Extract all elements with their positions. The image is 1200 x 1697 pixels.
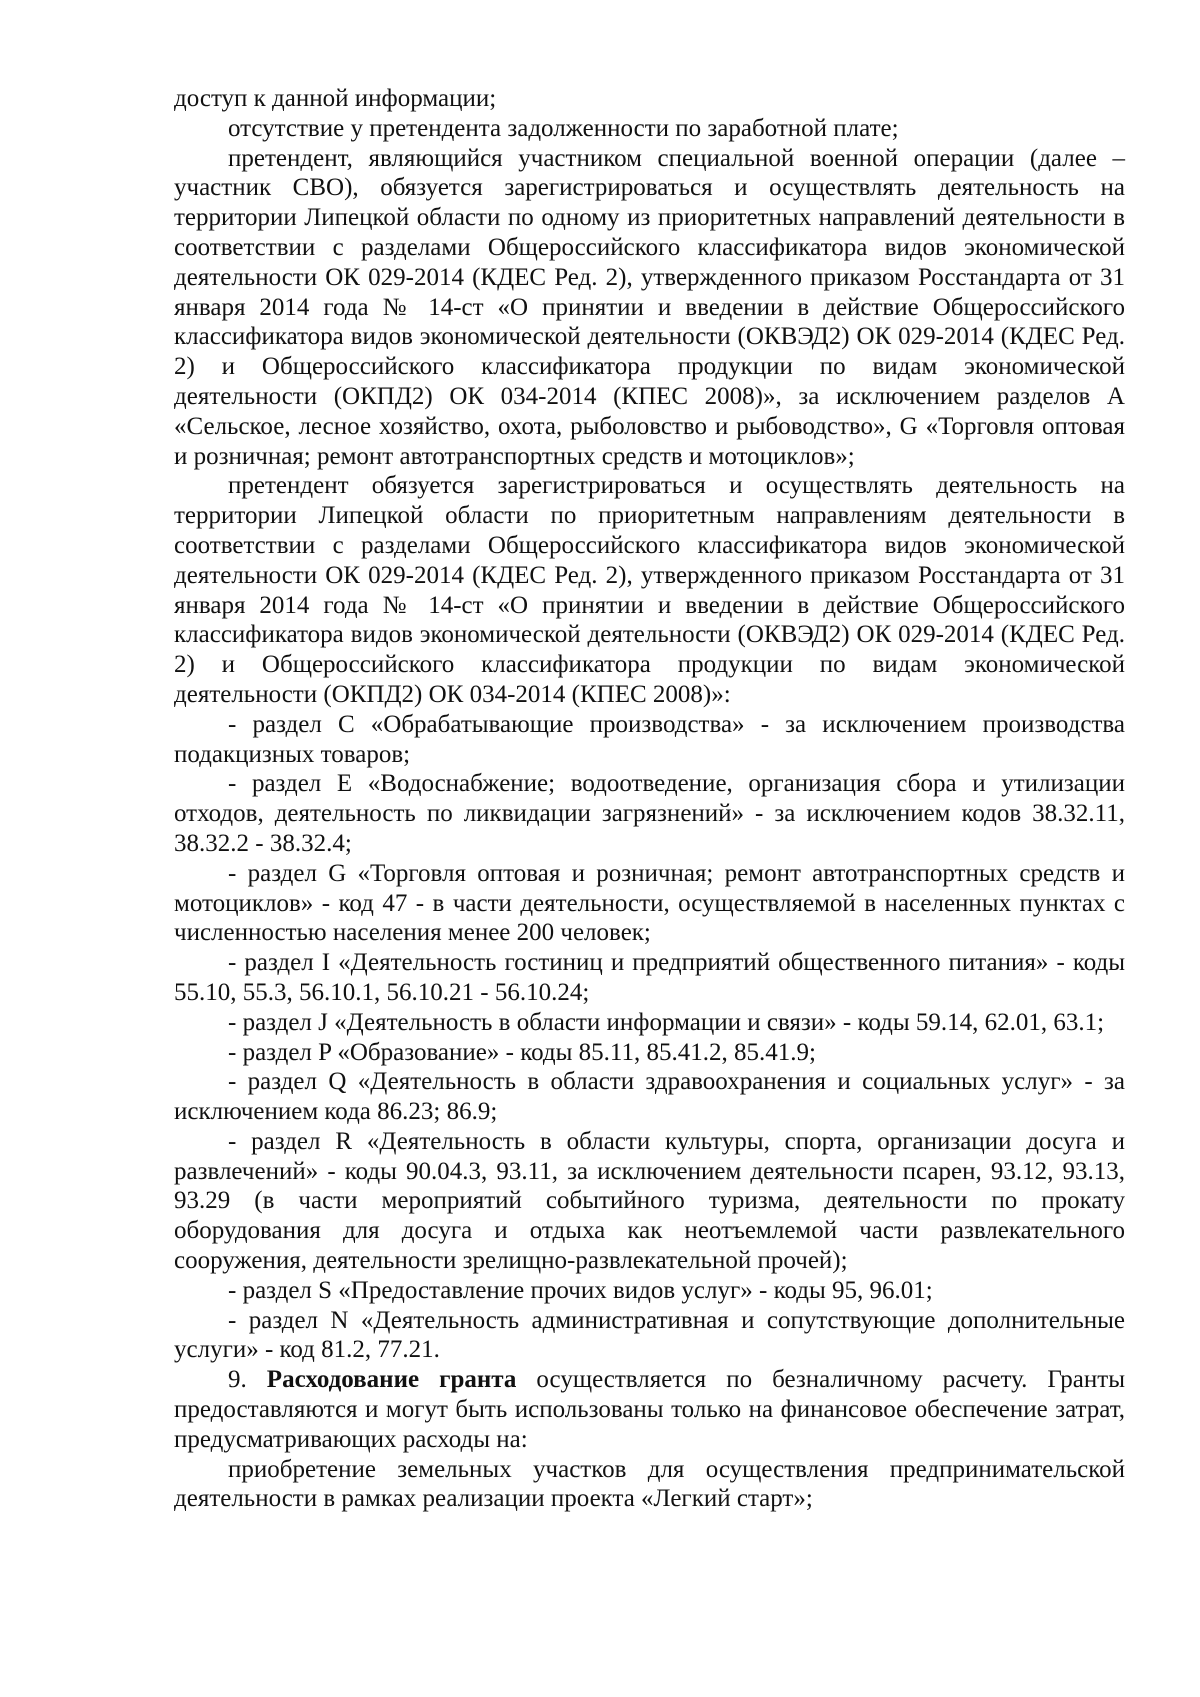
list-item-section-g: - раздел G «Торговля оптовая и розничная; ремонт автотранспортных средств и мотоциклов» - код 47 - в части деятельности, осуществляемой в населенных пунктах с численностью населения менее 200 человек; (174, 859, 1125, 947)
clause-heading: Расходование гранта (266, 1366, 517, 1394)
list-item-section-s: - раздел S «Предоставление прочих видов услуг» - коды 95, 96.01; (228, 1276, 933, 1304)
paragraph-access-info: доступ к данной информации; (174, 85, 497, 112)
list-item-section-c: - раздел C «Обрабатывающие производства» - за исключением производства подакцизных товаров; (174, 710, 1125, 768)
list-item-section-p: - раздел P «Образование» - коды 85.11, 85.41.2, 85.41.9; (228, 1038, 816, 1066)
paragraph-land-acquisition: приобретение земельных участков для осуществления предпринимательской деятельности в рамках реализации проекта «Легкий старт»; (174, 1455, 1125, 1513)
paragraph-svo-participant: претендент, являющийся участником специальной военной операции (далее – участник СВО), обязуется зарегистрироваться и осуществлять деятельность на территории Липецкой области по одному из приоритетных направлений деятельности в соответствии с разделами Общероссийского классификатора видов экономической деятельности ОК 029-2014 (КДЕС Ред. 2), утвержденного приказом Росстандарта от 31 января 2014 года № 14-ст «О принятии и введении в действие Общероссийского классификатора видов экономической деятельности (ОКВЭД2) ОК 029-2014 (КДЕС Ред. 2) и Общероссийского классификатора продукции по видам экономической деятельности (ОКПД2) ОК 034-2014 (КПЕС 2008)», за исключением разделов A «Сельское, лесное хозяйство, охота, рыболовство и рыбоводство», G «Торговля оптовая и розничная; ремонт автотранспортных средств и мотоциклов»; (174, 144, 1125, 470)
list-item-section-q: - раздел Q «Деятельность в области здравоохранения и социальных услуг» - за исключением кода 86.23; 86.9; (174, 1068, 1125, 1126)
list-item-section-r: - раздел R «Деятельность в области культуры, спорта, организации досуга и развлечений» - коды 90.04.3, 93.11, за исключением деятельности псарен, 93.12, 93.13, 93.29 (в части мероприятий событийного туризма, деятельности по прокату оборудования для досуга и отдыха как неотъемлемой части развлекательного сооружения, деятельности зрелищно-развлекательной прочей); (174, 1127, 1125, 1275)
list-item-section-j: - раздел J «Деятельность в области информации и связи» - коды 59.14, 62.01, 63.1; (228, 1008, 1105, 1036)
paragraph-grant-spending (174, 1365, 1125, 1454)
list-item-section-i: - раздел I «Деятельность гостиниц и предприятий общественного питания» - коды 55.10, 55.3, 56.10.1, 56.10.21 - 56.10.24; (174, 949, 1125, 1006)
list-item-section-e: - раздел E «Водоснабжение; водоотведение, организация сбора и утилизации отходов, деятельность по ликвидации загрязнений» - за исключением кодов 38.32.11, 38.32.2 - 38.32.4; (174, 770, 1125, 857)
list-item-section-n: - раздел N «Деятельность административная и сопутствующие дополнительные услуги» - код 81.2, 77.21. (174, 1306, 1125, 1364)
paragraph-priority-directions: претендент обязуется зарегистрироваться и осуществлять деятельность на территории Липецкой области по приоритетным направлениям деятельности в соответствии с разделами Общероссийского классификатора видов экономической деятельности ОК 029-2014 (КДЕС Ред. 2), утвержденного приказом Росстандарта от 31 января 2014 года № 14-ст «О принятии и введении в действие Общероссийского классификатора видов экономической деятельности (ОКВЭД2) ОК 029-2014 (КДЕС Ред. 2) и Общероссийского классификатора продукции по видам экономической деятельности (ОКПД2) ОК 034-2014 (КПЕС 2008)»: (174, 472, 1125, 708)
clause-text: осуществляется по безналичному расчету. Гранты предоставляются и могут быть использованы только на финансовое обеспечение затрат, предусматривающих расходы на: (174, 1366, 1126, 1453)
clause-number: 9. (228, 1366, 267, 1394)
document-page (174, 84, 1125, 1514)
paragraph-no-wage-debt: отсутствие у претендента задолженности по заработной плате; (228, 114, 899, 142)
